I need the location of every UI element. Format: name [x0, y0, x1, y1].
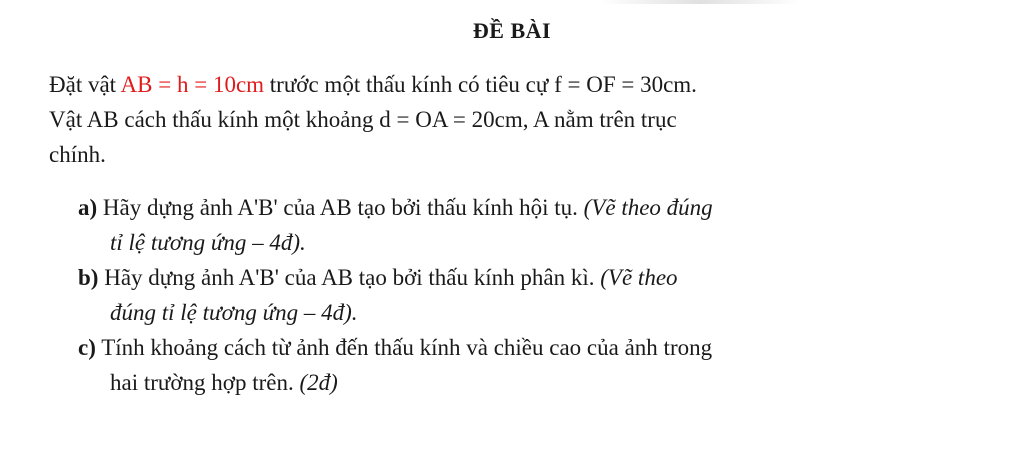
question-text: Hãy dựng ảnh A'B' của AB tạo bởi thấu kính phân kì.	[98, 265, 601, 290]
highlight-equation: AB = h = 10cm	[120, 72, 265, 97]
intro-line-3: chính.	[49, 142, 106, 167]
question-note: (Vẽ theo	[600, 265, 678, 290]
question-text: Tính khoảng cách từ ảnh đến thấu kính và chiều cao của ảnh trong	[95, 335, 713, 360]
question-b-line-2: đúng tỉ lệ tương ứng – 4đ).	[110, 300, 358, 325]
question-c-line-2	[110, 368, 338, 398]
intro-text: Đặt vật	[49, 72, 121, 97]
question-label: c)	[78, 335, 96, 360]
question-text: Hãy dựng ảnh A'B' của AB tạo bởi thấu kính hội tụ.	[97, 195, 584, 220]
question-note: (Vẽ theo đúng	[583, 195, 713, 220]
question-label: b)	[78, 265, 99, 290]
intro-line-1	[49, 70, 697, 100]
question-note: (2đ)	[299, 370, 338, 395]
question-a-line-2: tỉ lệ tương ứng – 4đ).	[110, 230, 306, 255]
page-title: ĐỀ BÀI	[472, 18, 552, 43]
question-b-line-1	[78, 263, 678, 293]
intro-line-2: Vật AB cách thấu kính một khoảng d = OA = 20cm, A nằm trên trục	[49, 107, 677, 132]
question-c-line-1	[78, 333, 712, 363]
question-label: a)	[78, 195, 98, 220]
intro-text: trước một thấu kính có tiêu cự f = OF = 30cm.	[264, 72, 697, 97]
question-a-line-1	[78, 193, 713, 223]
question-text: hai trường hợp trên.	[110, 370, 300, 395]
scan-smudge	[600, 0, 800, 4]
